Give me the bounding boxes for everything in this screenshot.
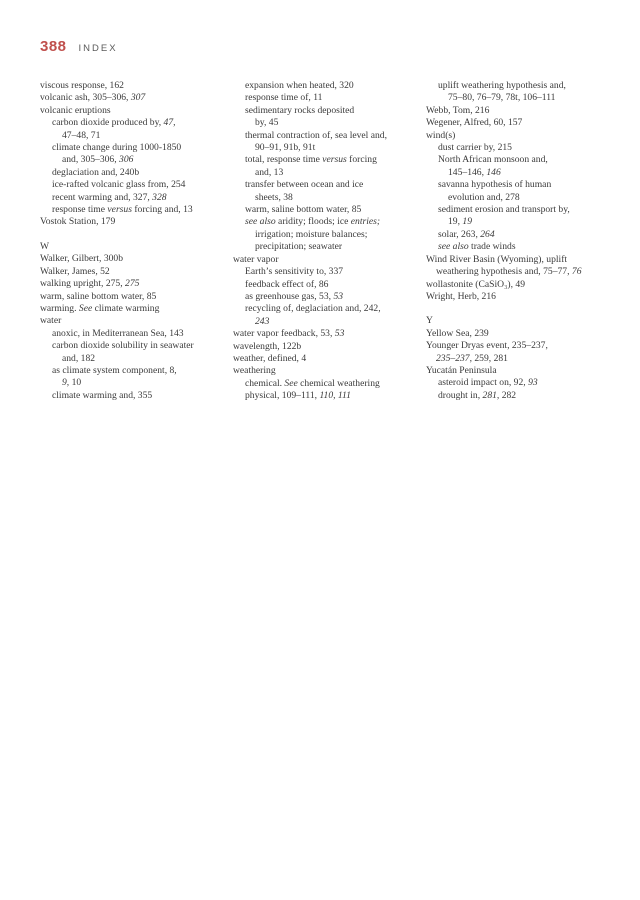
index-entry-continuation — [52, 154, 222, 166]
index-text-run: Wegener, Alfred, 60, 157 — [426, 117, 523, 129]
index-entry-line — [245, 378, 415, 390]
index-entry — [40, 303, 222, 315]
index-entry-continuation — [245, 241, 415, 253]
index-text-run: Wright, Herb, 216 — [426, 290, 496, 302]
index-entry-line — [426, 130, 608, 142]
index-text-run: 75–80, 76–79, 78t, 106–111 — [448, 92, 556, 104]
index-text-run: warm, saline bottom water, 85 — [245, 204, 362, 216]
index-subentry — [40, 340, 222, 365]
index-entry — [426, 130, 608, 142]
index-text-run: solar, 263, — [438, 228, 481, 240]
index-text-run: as greenhouse gas, 53, — [245, 290, 334, 302]
index-entry-line — [245, 266, 415, 278]
index-entry-line — [438, 204, 608, 216]
index-text-run: 281, — [482, 389, 500, 401]
index-subentry — [426, 229, 608, 241]
index-text-run: and, 305–306, — [62, 154, 120, 166]
index-text-run: walking upright, 275, — [40, 278, 126, 290]
index-text-run: entries; — [350, 216, 381, 228]
index-subentry — [40, 142, 222, 167]
index-entry-line — [245, 279, 415, 291]
index-text-run: Walker, James, 52 — [40, 265, 110, 277]
index-text-run: 145–146, — [448, 166, 487, 178]
index-entry-line — [245, 179, 415, 191]
section-title: INDEX — [78, 43, 118, 54]
index-entry-line — [233, 353, 415, 365]
index-text-run: wollastonite (CaSiO₃), 49 — [426, 278, 526, 290]
index-columns — [40, 80, 610, 880]
index-entry — [233, 341, 415, 353]
index-text-run: deglaciation and, 240b — [52, 166, 140, 178]
index-subentry — [233, 130, 415, 155]
index-entry-continuation — [245, 167, 415, 179]
index-text-run: wavelength, 122b — [233, 340, 302, 352]
index-text-run: climate change during 1000-1850 — [52, 142, 182, 154]
index-text-run: water vapor feedback, 53, — [233, 328, 335, 340]
index-entry — [233, 365, 415, 377]
index-entry — [40, 92, 222, 104]
index-entry-continuation — [52, 130, 222, 142]
index-entry-line — [245, 105, 415, 117]
index-text-run: 53 — [333, 290, 344, 302]
index-text-run: 259, 281 — [471, 352, 508, 364]
index-entry-line — [40, 278, 222, 290]
index-text-run: Yellow Sea, 239 — [426, 327, 489, 339]
index-subentry — [426, 204, 608, 229]
index-text-run: wind(s) — [426, 129, 456, 141]
index-subentry — [233, 303, 415, 328]
index-entry — [40, 291, 222, 303]
index-entry-line — [40, 291, 222, 303]
index-subentry — [426, 390, 608, 402]
index-entry — [233, 353, 415, 365]
index-text-run: 146 — [486, 166, 501, 178]
index-subentry — [233, 92, 415, 104]
index-subentry — [426, 154, 608, 179]
index-entry-line — [40, 105, 222, 117]
index-entry-line — [52, 365, 222, 377]
index-entry-continuation — [245, 316, 415, 328]
index-text-run: response time — [52, 204, 108, 216]
index-text-run: Walker, Gilbert, 300b — [40, 253, 124, 265]
index-text-run: See — [284, 377, 298, 389]
index-entry-continuation — [245, 192, 415, 204]
index-entry-line — [40, 303, 222, 315]
index-text-run: warming. — [40, 302, 79, 314]
index-text-run: 47–48, 71 — [62, 129, 101, 141]
index-text-run: chemical. — [245, 377, 285, 389]
index-text-run: and, 13 — [255, 166, 284, 178]
index-text-run: recycling of, deglaciation and, 242, — [245, 303, 381, 315]
index-text-run: forcing — [346, 154, 377, 166]
index-text-run: weathering — [233, 365, 276, 377]
index-text-run: forcing and, 13 — [131, 204, 193, 216]
index-entry-continuation — [245, 142, 415, 154]
index-entry — [426, 328, 608, 340]
index-entry — [426, 117, 608, 129]
index-entry-line — [438, 241, 608, 253]
index-text-run: carbon dioxide produced by, — [52, 117, 164, 129]
index-entry-line — [245, 291, 415, 303]
index-text-run: uplift weathering hypothesis and, — [438, 80, 566, 91]
index-text-run: climate warming — [92, 302, 160, 314]
index-entry — [233, 254, 415, 266]
index-text-run: Wind River Basin (Wyoming), uplift — [426, 253, 568, 265]
index-subentry — [40, 167, 222, 179]
index-text-run: versus — [322, 154, 347, 166]
index-subentry — [426, 142, 608, 154]
index-text-run: 235–237, — [436, 352, 472, 364]
index-text-run: total, response time — [245, 154, 323, 166]
index-entry — [426, 254, 608, 279]
index-text-run: 306 — [119, 154, 134, 166]
index-letter-heading — [40, 241, 222, 253]
index-text-run: weather, defined, 4 — [233, 352, 307, 364]
index-entry — [40, 216, 222, 228]
index-text-run: thermal contraction of, sea level and, — [245, 129, 387, 141]
index-text-run: 307 — [130, 92, 146, 104]
index-text-run: see also — [438, 241, 469, 253]
index-text-run: Yucatán Peninsula — [426, 364, 497, 376]
index-text-run: Earth’s sensitivity to, 337 — [245, 266, 344, 278]
index-entry — [426, 365, 608, 377]
index-entry-line — [426, 365, 608, 377]
index-entry-line — [52, 328, 222, 340]
index-text-run: 328 — [152, 191, 167, 203]
index-entry — [40, 253, 222, 265]
index-subentry — [233, 291, 415, 303]
index-entry-continuation — [438, 192, 608, 204]
index-entry-line — [245, 303, 415, 315]
index-entry — [40, 278, 222, 290]
index-text-run: weathering hypothesis and, 75–77, — [436, 266, 572, 278]
index-subentry — [233, 154, 415, 179]
index-entry-line — [438, 179, 608, 191]
index-text-run: trade winds — [468, 241, 516, 253]
index-column-3 — [426, 80, 608, 402]
index-entry-line — [40, 241, 222, 253]
index-subentry — [40, 117, 222, 142]
index-text-run: 19 — [462, 216, 472, 228]
index-entry-continuation — [426, 266, 608, 278]
index-entry-line — [52, 179, 222, 191]
index-text-run: warm, saline bottom water, 85 — [40, 290, 157, 302]
index-entry-line — [52, 167, 222, 179]
index-entry-line — [245, 390, 415, 402]
index-text-run: 53 — [334, 328, 345, 340]
index-entry — [426, 279, 608, 291]
index-text-run: sheets, 38 — [255, 191, 293, 203]
index-entry-line — [438, 142, 608, 154]
index-entry-line — [40, 253, 222, 265]
index-text-run: drought in, — [438, 389, 483, 401]
index-column-2 — [233, 80, 415, 403]
index-subentry — [40, 192, 222, 204]
index-entry — [40, 315, 222, 327]
index-entry-line — [438, 390, 608, 402]
index-text-run: feedback effect of, 86 — [245, 278, 329, 290]
index-entry-line — [233, 341, 415, 353]
index-entry-line — [426, 105, 608, 117]
index-text-run: 264 — [480, 228, 495, 240]
index-subentry — [40, 365, 222, 390]
index-entry-continuation — [426, 353, 608, 365]
index-entry-line — [40, 266, 222, 278]
index-entry-line — [426, 279, 608, 291]
page-number: 388 — [40, 38, 67, 55]
index-entry-continuation — [245, 117, 415, 129]
index-text-run: evolution and, 278 — [448, 191, 520, 203]
index-entry — [40, 80, 222, 92]
index-text-run: Younger Dryas event, 235–237, — [426, 340, 548, 352]
index-text-run: recent warming and, 327, — [52, 191, 153, 203]
index-text-run: sedimentary rocks deposited — [245, 104, 355, 116]
index-subentry — [426, 179, 608, 204]
index-text-run: North African monsoon and, — [438, 154, 548, 166]
index-entry-line — [52, 204, 222, 216]
index-text-run: Webb, Tom, 216 — [426, 104, 490, 116]
index-text-run: 9, — [62, 377, 70, 389]
index-subentry — [426, 80, 608, 105]
index-text-run: 90–91, 91b, 91t — [255, 142, 316, 154]
index-text-run: 19, — [448, 216, 463, 228]
index-text-run: 47, — [163, 117, 176, 129]
index-entry-continuation — [438, 216, 608, 228]
index-subentry — [233, 179, 415, 204]
index-entry-line — [245, 92, 415, 104]
index-subentry — [233, 378, 415, 390]
index-entry-line — [245, 130, 415, 142]
index-text-run: Y — [426, 315, 433, 327]
index-text-run: W — [40, 240, 50, 252]
index-entry-line — [438, 377, 608, 389]
index-text-run: sediment erosion and transport by, — [438, 204, 570, 216]
index-text-run: expansion when heated, 320 — [245, 80, 354, 91]
index-text-run: chemical weathering — [297, 377, 380, 389]
index-text-run: water vapor — [233, 253, 279, 265]
index-text-run: versus — [107, 204, 132, 216]
index-entry — [233, 328, 415, 340]
index-entry-line — [52, 340, 222, 352]
index-entry-line — [245, 204, 415, 216]
index-text-run: and, 182 — [62, 352, 96, 364]
index-subentry — [233, 80, 415, 92]
index-entry-line — [233, 328, 415, 340]
index-entry-line — [438, 154, 608, 166]
index-entry-line — [426, 340, 608, 352]
index-entry-line — [233, 365, 415, 377]
index-subentry — [40, 179, 222, 191]
index-entry-line — [52, 142, 222, 154]
index-subentry — [426, 241, 608, 253]
index-text-run: response time of, 11 — [245, 92, 323, 104]
index-text-run: water — [40, 315, 62, 327]
index-entry-line — [52, 390, 222, 402]
index-text-run: ice-rafted volcanic glass from, 254 — [52, 179, 186, 191]
index-entry-line — [245, 154, 415, 166]
index-column-1 — [40, 80, 222, 402]
index-subentry — [233, 216, 415, 253]
index-text-run: volcanic eruptions — [40, 104, 111, 116]
index-subentry — [426, 377, 608, 389]
index-entry-line — [426, 254, 608, 266]
index-entry-line — [40, 216, 222, 228]
index-text-run: transfer between ocean and ice — [245, 179, 364, 191]
index-text-run: 243 — [255, 315, 270, 327]
index-letter-heading — [426, 315, 608, 327]
index-entry-continuation — [52, 353, 222, 365]
index-text-run: 110, 111 — [319, 390, 351, 402]
index-entry-line — [245, 216, 415, 228]
index-entry-line — [438, 229, 608, 241]
index-text-run: see also — [245, 216, 276, 228]
index-entry-continuation — [245, 229, 415, 241]
index-entry-line — [40, 80, 222, 92]
index-entry-continuation — [438, 92, 608, 104]
index-entry-line — [52, 192, 222, 204]
index-entry-line — [52, 117, 222, 129]
index-text-run: asteroid impact on, 92, — [438, 377, 529, 389]
index-subentry — [233, 266, 415, 278]
index-text-run: See — [78, 302, 93, 314]
index-subentry — [40, 204, 222, 216]
index-subentry — [233, 204, 415, 216]
index-text-run: 282 — [499, 389, 517, 401]
index-entry — [40, 105, 222, 117]
index-entry — [426, 105, 608, 117]
index-text-run: aridity; floods; ice — [275, 216, 351, 228]
index-text-run: physical, 109–111, — [245, 390, 320, 402]
index-subentry — [233, 390, 415, 402]
index-text-run: viscous response, 162 — [40, 80, 124, 91]
index-entry-line — [438, 80, 608, 92]
index-text-run: carbon dioxide solubility in seawater — [52, 340, 194, 352]
index-text-run: as climate system component, 8, — [52, 364, 177, 376]
index-entry — [426, 291, 608, 303]
index-text-run: by, 45 — [255, 117, 279, 129]
index-entry-line — [426, 291, 608, 303]
index-text-run: climate warming and, 355 — [52, 389, 153, 401]
index-subentry — [233, 279, 415, 291]
index-text-run: 93 — [528, 377, 538, 389]
index-entry-continuation — [438, 167, 608, 179]
index-text-run: precipitation; seawater — [255, 241, 343, 253]
index-entry-line — [426, 328, 608, 340]
index-entry-line — [40, 92, 222, 104]
index-entry-continuation — [52, 377, 222, 389]
index-entry-line — [233, 254, 415, 266]
index-entry-line — [245, 80, 415, 92]
index-entry-line — [40, 315, 222, 327]
index-text-run: savanna hypothesis of human — [438, 179, 552, 191]
index-text-run: irrigation; moisture balances; — [255, 228, 368, 240]
index-subentry — [40, 328, 222, 340]
page-header — [40, 38, 118, 55]
index-text-run: dust carrier by, 215 — [438, 142, 512, 154]
index-text-run: 76 — [571, 266, 582, 278]
index-entry — [426, 340, 608, 365]
index-text-run: anoxic, in Mediterranean Sea, 143 — [52, 327, 184, 339]
index-text-run: Vostok Station, 179 — [40, 216, 116, 228]
index-text-run: 275 — [125, 278, 140, 290]
index-text-run: volcanic ash, 305–306, — [40, 92, 131, 104]
index-subentry — [233, 105, 415, 130]
index-entry-line — [426, 117, 608, 129]
index-entry — [40, 266, 222, 278]
index-entry-line — [426, 315, 608, 327]
index-subentry — [40, 390, 222, 402]
index-text-run: 10 — [69, 377, 82, 389]
